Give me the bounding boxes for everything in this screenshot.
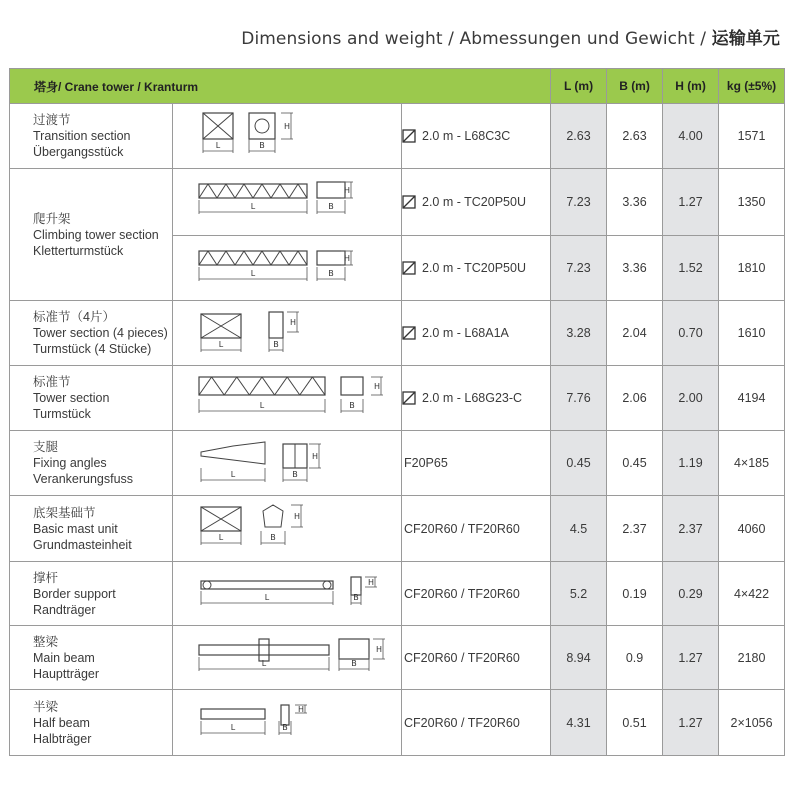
dimension-label-length: L bbox=[215, 140, 221, 150]
model-cell bbox=[402, 496, 551, 562]
component-name-de: Übergangsstück bbox=[33, 145, 124, 159]
table-row bbox=[10, 562, 785, 626]
page-title bbox=[241, 24, 780, 49]
component-name-zh: 标准节 bbox=[33, 375, 71, 389]
value-b: 0.45 bbox=[607, 431, 663, 496]
component-name-cell bbox=[10, 301, 173, 366]
dimension-label-height: H bbox=[343, 253, 351, 263]
model-code: CF20R60 / TF20R60 bbox=[404, 521, 520, 536]
value-kg: 1571 bbox=[719, 104, 785, 169]
component-name-de: Turmstück (4 Stücke) bbox=[33, 342, 152, 356]
dimension-label-height: H bbox=[297, 704, 305, 714]
component-name-de: Turmstück bbox=[33, 407, 91, 421]
value-l: 7.23 bbox=[551, 236, 607, 301]
value-h: 1.27 bbox=[663, 169, 719, 236]
header-l: L (m) bbox=[551, 69, 607, 104]
dimension-label-breadth: B bbox=[328, 268, 334, 278]
value-h: 1.27 bbox=[663, 690, 719, 756]
header-component: 塔身/ Crane tower / Kranturm bbox=[10, 69, 551, 104]
value-h: 2.00 bbox=[663, 366, 719, 431]
dimension-label-breadth: B bbox=[349, 400, 355, 410]
component-name-cell bbox=[10, 690, 173, 756]
value-kg: 4060 bbox=[719, 496, 785, 562]
dimension-label-height: H bbox=[373, 381, 381, 391]
value-h: 2.37 bbox=[663, 496, 719, 562]
component-name-zh: 支腿 bbox=[33, 440, 59, 454]
value-l: 4.31 bbox=[551, 690, 607, 756]
table-row bbox=[10, 431, 785, 496]
value-b: 3.36 bbox=[607, 236, 663, 301]
component-name-en: Border support bbox=[33, 586, 116, 601]
dimension-label-breadth: B bbox=[292, 469, 298, 479]
model-cell bbox=[402, 562, 551, 626]
section-diagonal-icon bbox=[402, 261, 416, 275]
table-row bbox=[10, 496, 785, 562]
component-name-zh: 撑杆 bbox=[33, 570, 59, 585]
component-drawing-cell bbox=[173, 169, 402, 236]
value-b: 2.37 bbox=[607, 496, 663, 562]
component-drawing-cell bbox=[173, 690, 402, 756]
model-code: F20P65 bbox=[404, 456, 448, 470]
component-name-de: Randträger bbox=[33, 602, 96, 617]
component-name-zh: 爬升架 bbox=[33, 211, 71, 226]
section-diagonal-icon bbox=[402, 391, 416, 405]
component-drawing bbox=[173, 627, 402, 689]
model-cell bbox=[402, 104, 551, 169]
table-header-row bbox=[10, 69, 785, 104]
value-h: 1.52 bbox=[663, 236, 719, 301]
component-name-de: Verankerungsfuss bbox=[33, 472, 134, 486]
model-code: CF20R60 / TF20R60 bbox=[404, 715, 520, 730]
table-row bbox=[10, 301, 785, 366]
dimensions-table bbox=[9, 68, 785, 756]
component-name-de: Grundmasteinheit bbox=[33, 537, 132, 552]
component-drawing-cell bbox=[173, 301, 402, 366]
value-b: 2.06 bbox=[607, 366, 663, 431]
value-kg: 1610 bbox=[719, 301, 785, 366]
value-l: 2.63 bbox=[551, 104, 607, 169]
header-b: B (m) bbox=[607, 69, 663, 104]
component-drawing-cell bbox=[173, 366, 402, 431]
value-l: 5.2 bbox=[551, 562, 607, 626]
component-name-zh: 半梁 bbox=[33, 699, 59, 714]
dimension-label-height: H bbox=[367, 577, 375, 587]
dimension-label-height: H bbox=[283, 121, 291, 131]
value-l: 4.5 bbox=[551, 496, 607, 562]
value-h: 0.70 bbox=[663, 301, 719, 366]
value-kg: 2×1056 bbox=[719, 690, 785, 756]
component-drawing bbox=[173, 691, 402, 755]
model-cell bbox=[402, 169, 551, 236]
component-name-zh: 整梁 bbox=[33, 634, 59, 649]
component-drawing bbox=[173, 237, 402, 300]
dimension-label-breadth: B bbox=[353, 592, 359, 602]
value-l: 7.23 bbox=[551, 169, 607, 236]
page-title-cjk: 运输单元 bbox=[711, 29, 780, 49]
component-name-en: Climbing tower section bbox=[33, 227, 159, 242]
value-h: 0.29 bbox=[663, 562, 719, 626]
component-name-cell bbox=[10, 626, 173, 690]
component-name-zh: 标准节（4片） bbox=[33, 310, 115, 324]
component-name-cell bbox=[10, 104, 173, 169]
dimension-label-length: L bbox=[250, 201, 256, 211]
table-row bbox=[10, 104, 785, 169]
component-name-en: Fixing angles bbox=[33, 456, 107, 470]
value-kg: 2180 bbox=[719, 626, 785, 690]
dimension-label-length: L bbox=[250, 268, 256, 278]
model-code: 2.0 m - L68A1A bbox=[422, 326, 509, 340]
value-kg: 4×185 bbox=[719, 431, 785, 496]
value-b: 2.63 bbox=[607, 104, 663, 169]
value-b: 3.36 bbox=[607, 169, 663, 236]
component-name-en: Transition section bbox=[33, 129, 131, 143]
value-b: 0.19 bbox=[607, 562, 663, 626]
value-b: 0.51 bbox=[607, 690, 663, 756]
value-h: 1.27 bbox=[663, 626, 719, 690]
page-title-latin: Dimensions and weight / Abmessungen und Gewicht / bbox=[241, 29, 707, 49]
dimension-label-breadth: B bbox=[270, 532, 276, 542]
component-drawing bbox=[173, 497, 402, 561]
table-row bbox=[10, 169, 785, 236]
dimension-label-height: H bbox=[311, 451, 319, 461]
component-name-de: Hauptträger bbox=[33, 666, 100, 681]
component-name-cell bbox=[10, 366, 173, 431]
component-drawing bbox=[173, 432, 402, 495]
value-l: 3.28 bbox=[551, 301, 607, 366]
dimension-label-height: H bbox=[293, 511, 301, 521]
component-name-cell bbox=[10, 562, 173, 626]
value-kg: 1810 bbox=[719, 236, 785, 301]
model-code: 2.0 m - L68C3C bbox=[422, 129, 511, 143]
component-name-zh: 过渡节 bbox=[33, 113, 71, 127]
model-cell bbox=[402, 236, 551, 301]
section-diagonal-icon bbox=[402, 326, 416, 340]
component-name-en: Half beam bbox=[33, 715, 90, 730]
table-row bbox=[10, 690, 785, 756]
value-b: 2.04 bbox=[607, 301, 663, 366]
component-name-en: Tower section bbox=[33, 391, 110, 405]
value-h: 4.00 bbox=[663, 104, 719, 169]
component-drawing-cell bbox=[173, 236, 402, 301]
component-drawing-cell bbox=[173, 431, 402, 496]
header-kg: kg (±5%) bbox=[719, 69, 785, 104]
dimension-label-breadth: B bbox=[259, 140, 265, 150]
component-drawing-cell bbox=[173, 626, 402, 690]
component-drawing-cell bbox=[173, 562, 402, 626]
dimension-label-breadth: B bbox=[351, 658, 357, 668]
section-diagonal-icon bbox=[402, 195, 416, 209]
component-drawing bbox=[173, 563, 402, 625]
dimension-label-length: L bbox=[218, 339, 224, 349]
component-name-zh: 底架基础节 bbox=[33, 505, 96, 520]
dimension-label-breadth: B bbox=[273, 339, 279, 349]
dimension-label-length: L bbox=[230, 469, 236, 479]
model-cell bbox=[402, 366, 551, 431]
model-cell bbox=[402, 431, 551, 496]
component-drawing-cell bbox=[173, 496, 402, 562]
value-kg: 4×422 bbox=[719, 562, 785, 626]
component-drawing bbox=[173, 105, 402, 168]
component-name-de: Kletterturmstück bbox=[33, 243, 124, 258]
component-name-cell bbox=[10, 431, 173, 496]
dimension-label-length: L bbox=[218, 532, 224, 542]
dimension-label-length: L bbox=[259, 400, 265, 410]
table-row bbox=[10, 366, 785, 431]
dimension-label-breadth: B bbox=[328, 201, 334, 211]
model-code: 2.0 m - TC20P50U bbox=[422, 261, 526, 275]
dimension-label-length: L bbox=[264, 592, 270, 602]
table-row bbox=[10, 626, 785, 690]
component-drawing bbox=[173, 302, 402, 365]
model-code: 2.0 m - L68G23-C bbox=[422, 391, 523, 405]
component-name-en: Main beam bbox=[33, 650, 95, 665]
component-drawing bbox=[173, 170, 402, 235]
dimension-label-breadth: B bbox=[282, 722, 288, 732]
model-code: CF20R60 / TF20R60 bbox=[404, 650, 520, 665]
component-name-cell bbox=[10, 496, 173, 562]
value-kg: 1350 bbox=[719, 169, 785, 236]
component-name-de: Halbträger bbox=[33, 731, 92, 746]
model-cell bbox=[402, 301, 551, 366]
section-diagonal-icon bbox=[402, 129, 416, 143]
dimension-label-length: L bbox=[261, 658, 267, 668]
model-cell bbox=[402, 690, 551, 756]
component-drawing-cell bbox=[173, 104, 402, 169]
model-code: 2.0 m - TC20P50U bbox=[422, 195, 526, 209]
dimension-label-height: H bbox=[343, 185, 351, 195]
component-name-cell bbox=[10, 169, 173, 301]
value-b: 0.9 bbox=[607, 626, 663, 690]
value-l: 8.94 bbox=[551, 626, 607, 690]
value-l: 7.76 bbox=[551, 366, 607, 431]
model-cell bbox=[402, 626, 551, 690]
component-drawing bbox=[173, 367, 402, 430]
value-kg: 4194 bbox=[719, 366, 785, 431]
component-name-en: Basic mast unit bbox=[33, 521, 118, 536]
dimension-label-length: L bbox=[230, 722, 236, 732]
value-h: 1.19 bbox=[663, 431, 719, 496]
model-code: CF20R60 / TF20R60 bbox=[404, 586, 520, 601]
dimension-label-height: H bbox=[375, 644, 383, 654]
component-name-en: Tower section (4 pieces) bbox=[33, 326, 168, 340]
value-l: 0.45 bbox=[551, 431, 607, 496]
header-h: H (m) bbox=[663, 69, 719, 104]
dimension-label-height: H bbox=[289, 317, 297, 327]
